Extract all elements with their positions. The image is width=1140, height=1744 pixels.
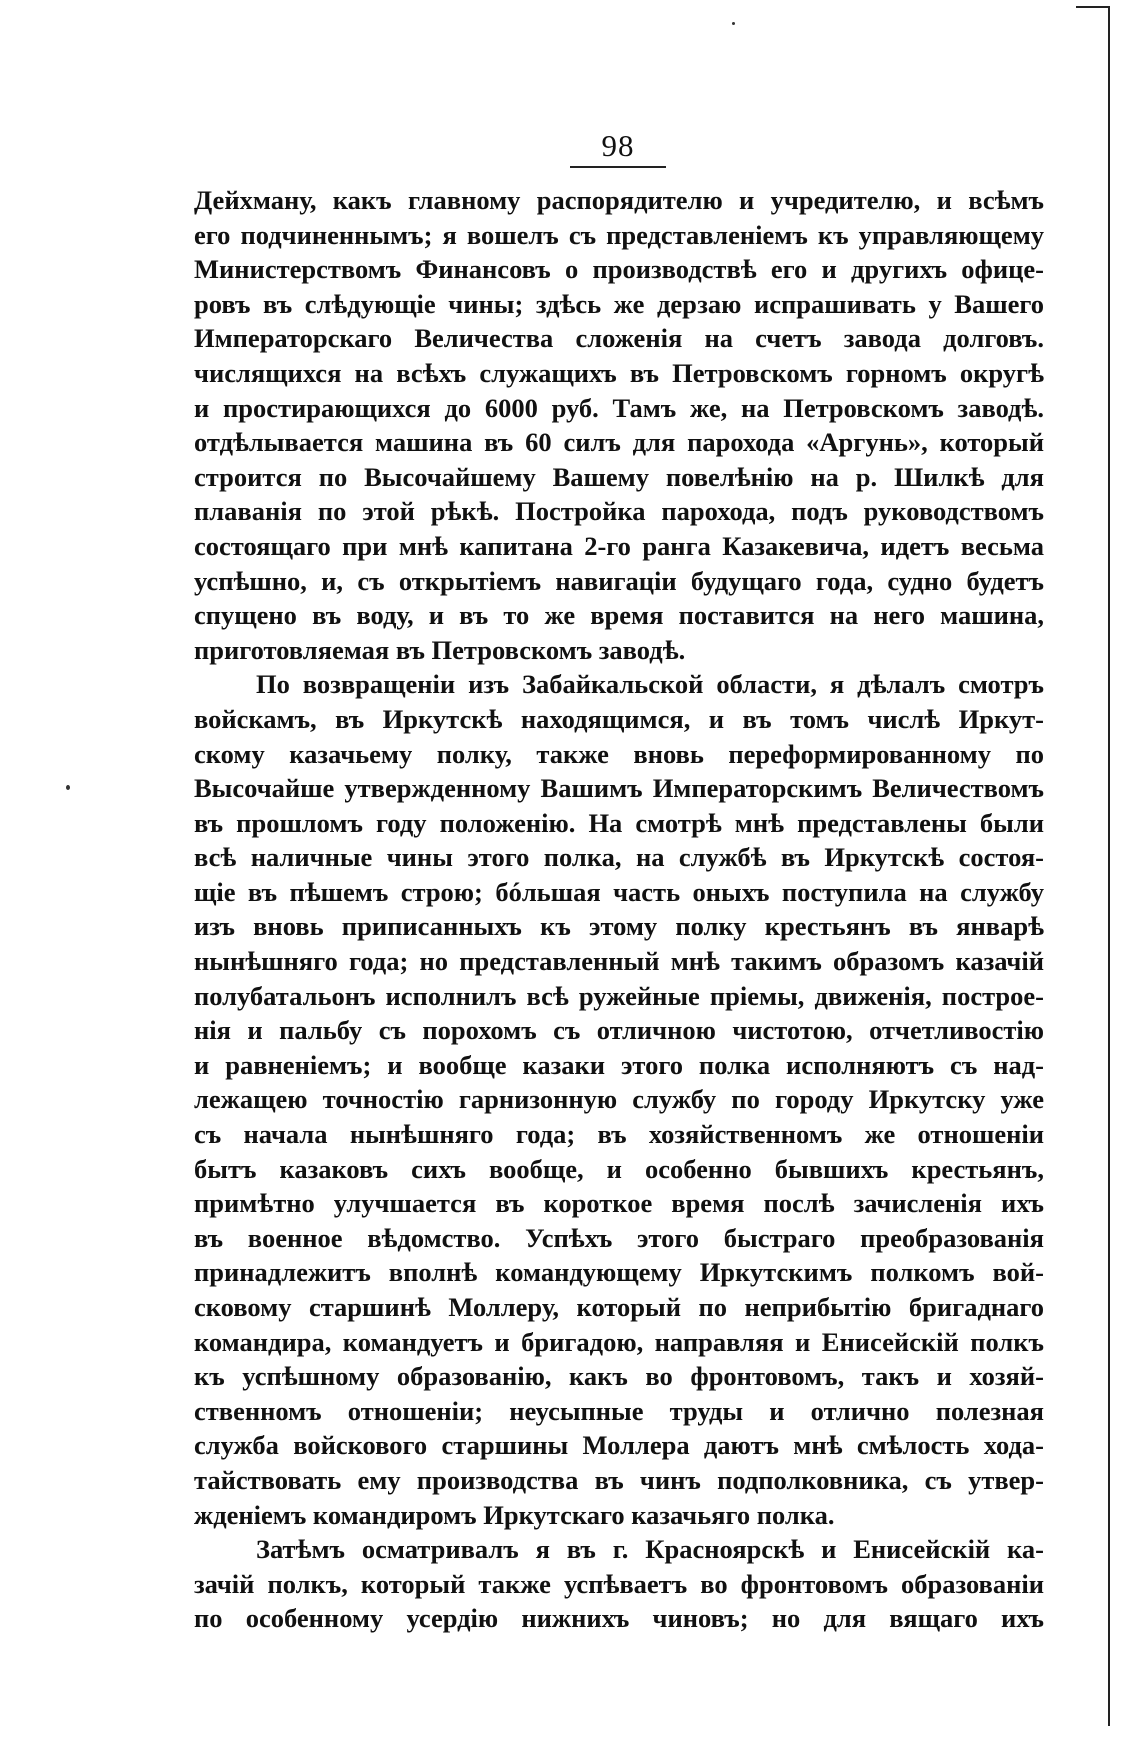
text-line: и равненіемъ; и вообще казаки этого полка исполняютъ съ над- bbox=[194, 1049, 1044, 1080]
text-line: скому казачьему полку, также вновь переформированному по bbox=[194, 738, 1044, 769]
text-line: жденіемъ командиромъ Иркутскаго казачьяго полка. bbox=[194, 1499, 835, 1530]
body-text bbox=[194, 183, 1044, 1636]
text-line: въ военное вѣдомство. Успѣхъ этого быстраго преобразованія bbox=[194, 1222, 1044, 1253]
text-line: по особенному усердію нижнихъ чиновъ; но для вящаго ихъ bbox=[194, 1603, 1044, 1634]
text-line: всѣ наличные чины этого полка, на службѣ въ Иркутскѣ состоя- bbox=[194, 842, 1044, 873]
text-line: щіе въ пѣшемъ строю; бóльшая часть оныхъ поступила на службу bbox=[194, 876, 1044, 907]
text-line: спущено въ воду, и въ то же время поставится на него машина, bbox=[194, 600, 1044, 631]
text-line: нынѣшняго года; но представленный мнѣ такимъ образомъ казачій bbox=[194, 946, 1044, 977]
text-line: съ начала нынѣшняго года; въ хозяйственномъ же отношеніи bbox=[194, 1119, 1044, 1150]
text-line: успѣшно, и, съ открытіемъ навигаціи будущаго года, судно будетъ bbox=[194, 565, 1044, 596]
text-line: войскамъ, въ Иркутскѣ находящимся, и въ томъ числѣ Иркут- bbox=[194, 703, 1044, 734]
text-line: командира, командуетъ и бригадою, направляя и Енисейскій полкъ bbox=[194, 1326, 1044, 1357]
page-edge-corner bbox=[1076, 6, 1110, 8]
text-line: и простирающихся до 6000 руб. Тамъ же, на Петровскомъ заводѣ. bbox=[194, 392, 1044, 423]
text-line: ровъ въ слѣдующіе чины; здѣсь же дерзаю испрашивать у Вашего bbox=[194, 288, 1044, 319]
text-line: лежащею точностію гарнизонную службу по городу Иркутску уже bbox=[194, 1084, 1044, 1115]
text-line: Высочайше утвержденному Вашимъ Императорскимъ Величествомъ bbox=[194, 773, 1044, 804]
text-line: въ прошломъ году положенію. На смотрѣ мнѣ представлены были bbox=[194, 807, 1044, 838]
text-line: Дейхману, какъ главному распорядителю и учредителю, и всѣмъ bbox=[194, 185, 1044, 215]
text-line: ственномъ отношеніи; неусыпные труды и отлично полезная bbox=[194, 1395, 1044, 1426]
scan-speck bbox=[732, 22, 735, 25]
text-line: По возвращеніи изъ Забайкальской области, я дѣлалъ смотръ bbox=[256, 669, 1044, 700]
text-line: Министерствомъ Финансовъ о производствѣ его и другихъ офице- bbox=[194, 254, 1044, 285]
text-line: примѣтно улучшается въ короткое время послѣ зачисленія ихъ bbox=[194, 1188, 1044, 1219]
paragraph bbox=[194, 183, 1044, 667]
text-line: полубатальонъ исполнилъ всѣ ружейные пріемы, движенія, построе- bbox=[194, 980, 1044, 1011]
text-line: состоящаго при мнѣ капитана 2-го ранга Казакевича, идетъ весьма bbox=[194, 530, 1044, 561]
text-line: числящихся на всѣхъ служащихъ въ Петровскомъ горномъ округѣ bbox=[194, 357, 1044, 388]
text-line: къ успѣшному образованію, какъ во фронтовомъ, такъ и хозяй- bbox=[194, 1361, 1044, 1392]
text-line: Императорскаго Величества сложенія на счетъ завода долговъ. bbox=[194, 323, 1044, 354]
page-number-rule bbox=[570, 166, 666, 168]
text-line: бытъ казаковъ сихъ вообще, и особенно бывшихъ крестьянъ, bbox=[194, 1153, 1044, 1184]
text-line: отдѣлывается машина въ 60 силъ для парохода «Аргунь», который bbox=[194, 427, 1044, 458]
text-line: изъ вновь приписанныхъ къ этому полку крестьянъ въ январѣ bbox=[194, 911, 1044, 942]
text-line: Затѣмъ осматривалъ я въ г. Красноярскѣ и Енисейскій ка- bbox=[256, 1534, 1044, 1565]
text-line: его подчиненнымъ; я вошелъ съ представленіемъ къ управляющему bbox=[194, 219, 1044, 250]
scan-speck bbox=[66, 785, 70, 790]
text-line: тайствовать ему производства въ чинъ подполковника, съ утвер- bbox=[194, 1464, 1044, 1495]
text-line: зачій полкъ, который также успѣваетъ во фронтовомъ образованіи bbox=[194, 1568, 1044, 1599]
paragraph bbox=[194, 1532, 1044, 1636]
text-line: принадлежитъ вполнѣ командующему Иркутскимъ полкомъ вой- bbox=[194, 1257, 1044, 1288]
text-line: плаванія по этой рѣкѣ. Постройка парохода, подъ руководствомъ bbox=[194, 496, 1044, 527]
paragraph bbox=[194, 667, 1044, 1532]
page-edge-line bbox=[1108, 6, 1110, 1726]
page-number: 98 bbox=[601, 128, 635, 163]
text-line: приготовляемая въ Петровскомъ заводѣ. bbox=[194, 634, 686, 665]
text-line: нія и пальбу съ порохомъ съ отличною чистотою, отчетливостію bbox=[194, 1015, 1044, 1046]
text-line: служба войскового старшины Моллера даютъ мнѣ смѣлость хода- bbox=[194, 1430, 1044, 1461]
text-line: сковому старшинѣ Моллеру, который по неприбытію бригаднаго bbox=[194, 1292, 1044, 1322]
text-line: строится по Высочайшему Вашему повелѣнію на р. Шилкѣ для bbox=[194, 461, 1044, 492]
